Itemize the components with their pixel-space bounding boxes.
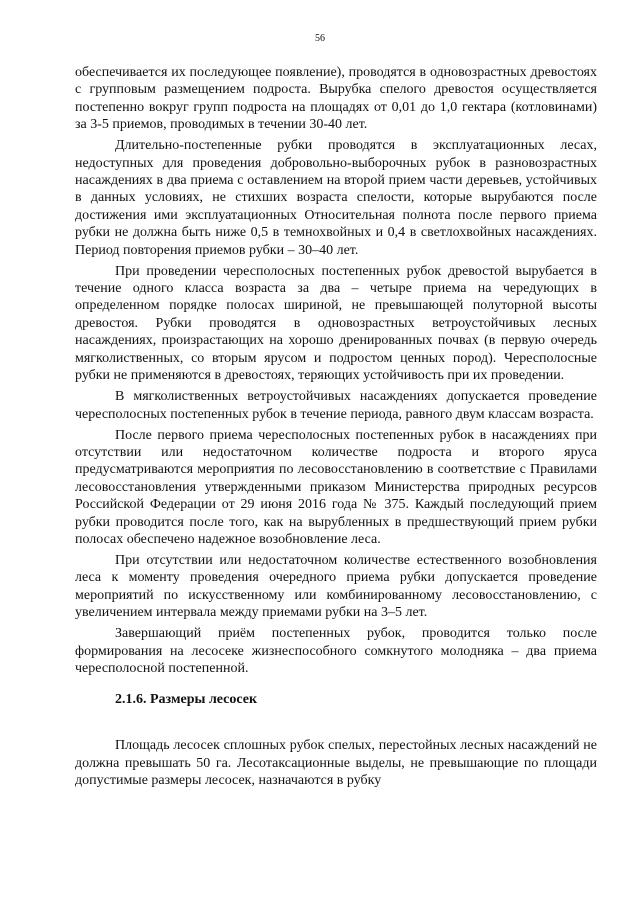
- paragraph: В мягколиственных ветроустойчивых насаждениях допускается проведение чересполосных постепенных рубок в течение периода, равного двум классам возраста.: [75, 389, 597, 422]
- paragraph: При отсутствии или недостаточном количестве естественного возобновления леса к моменту проведения очередного приема рубки допускается проведение мероприятий по искусственному или комбинированному лесовосстановлению, с увеличением интервала между приемами рубки на 3–5 лет.: [75, 552, 597, 621]
- page-number: 56: [315, 33, 325, 44]
- paragraph: Площадь лесосек сплошных рубок спелых, перестойных лесных насаждений не должна превышать 50 га. Лесотаксационные выделы, не превышающие по площади допустимые размеры лесосек, назначаются в рубку: [75, 738, 597, 789]
- document-body: [75, 64, 597, 793]
- section-heading: 2.1.6. Размеры лесосек: [115, 692, 258, 708]
- paragraph: После первого приема чересполосных постепенных рубок в насаждениях при отсутствии или недостаточном количестве подроста и второго яруса предусматриваются мероприятия по лесовосстановлению в соответствие с Правилами лесовосстановления утвержденными приказом Министерства природных ресурсов Российской Федерации от 29 июня 2016 года № 375. Каждый последующий прием рубки проводится после того, как на вырубленных в предшествующий прием рубки полосах обеспечено надежное возобновление леса.: [75, 427, 597, 547]
- paragraph: При проведении чересполосных постепенных рубок древостой вырубается в течение одного класса возраста за два – четыре приема на чередующих в определенном порядке полосах шириной, не превышающей полуторной высоты древостоя. Рубки проводятся в одновозрастных ветроустойчивых лесных насаждениях, произрастающих на хорошо дренированных почвах (в первую очередь мягколиственных, со вторым ярусом и подростом ценных пород). Чересполосные рубки не применяются в древостоях, теряющих устойчивость при их проведении.: [75, 263, 597, 384]
- paragraph: обеспечивается их последующее появление), проводятся в одновозрастных древостоях с групповым размещением подроста. Вырубка спелого древостоя осуществляется постепенно вокруг групп подроста на площадях от 0,01 до 1,0 гектара (котловинами) за 3-5 приемов, проводимых в течении 30-40 лет.: [75, 65, 597, 133]
- paragraph: Завершающий приём постепенных рубок, проводится только после формирования на лесосеке жизнеспособного сомкнутого молодняка – два приема чересполосной постепенной.: [75, 626, 597, 676]
- paragraph: Длительно-постепенные рубки проводятся в эксплуатационных лесах, недоступных для проведения добровольно-выборочных рубок в разновозрастных насаждениях в два приема с оставлением на второй прием части деревьев, устойчивых в данных условиях, не стихших возраста спелости, которые вырубаются после достижения ими эксплуатационных Относительная полнота после первого приема рубки не должна быть ниже 0,5 в темнохвойных и 0,4 в светлохвойных насаждениях. Период повторения приемов рубки – 30–40 лет.: [75, 138, 597, 258]
